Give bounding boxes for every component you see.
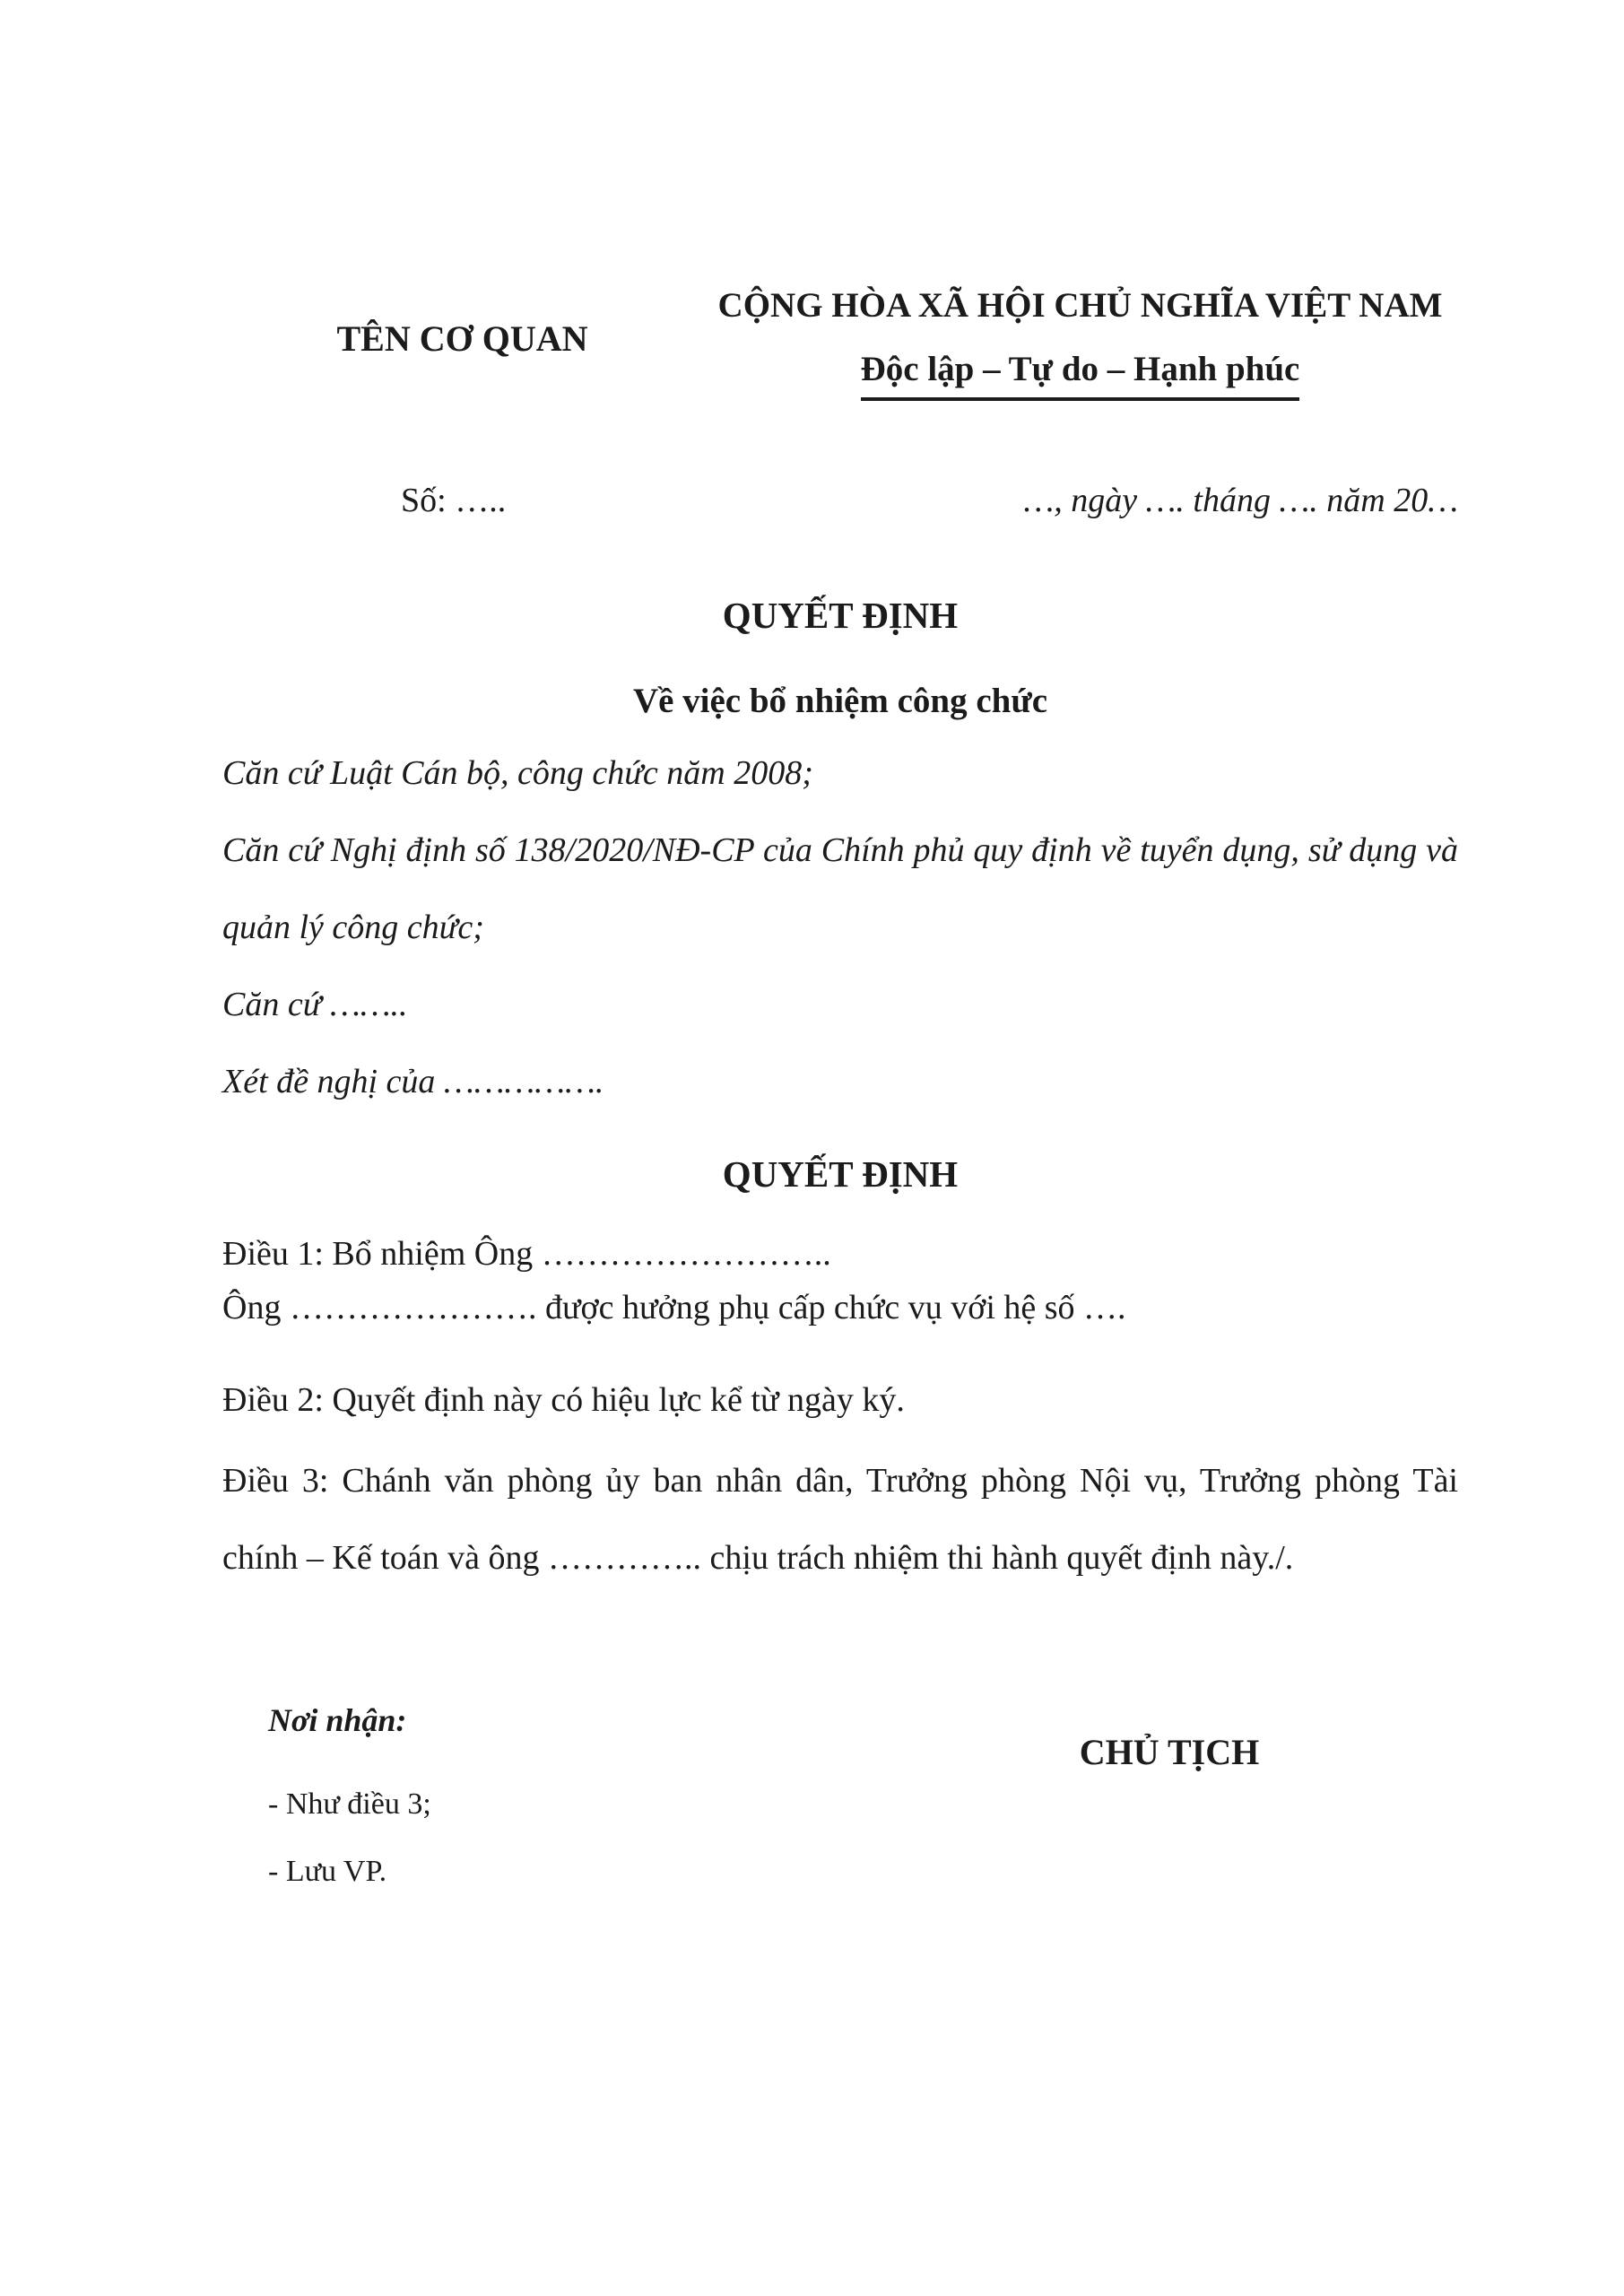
- national-title: CỘNG HÒA XÃ HỘI CHỦ NGHĨA VIỆT NAM: [717, 286, 1443, 325]
- signature-block: [981, 1700, 1358, 1891]
- signer-title: CHỦ TỊCH: [1079, 1731, 1260, 1772]
- articles-section: [222, 1227, 1458, 1597]
- header-left-column: [222, 285, 702, 401]
- preamble-line-proposal: Xét đề nghị của …………….: [222, 1062, 604, 1100]
- document-subject: Về việc bổ nhiệm công chức: [632, 682, 1048, 721]
- article-1-line-1: Điều 1: Bổ nhiệm Ông ……………………..: [222, 1234, 831, 1273]
- document-title: QUYẾT ĐỊNH: [722, 595, 959, 637]
- org-name: TÊN CƠ QUAN: [336, 318, 588, 359]
- document-date-line: …, ngày …. tháng …. năm 20…: [1023, 481, 1458, 519]
- article-2: Điều 2: Quyết định này có hiệu lực kể từ ngày ký.: [222, 1381, 905, 1420]
- preamble-line-decree: Căn cứ Nghị định số 138/2020/NĐ-CP của Chính phủ quy định về tuyển dụng, sử dụng và quản lý công chức;: [222, 831, 1458, 946]
- preamble-line-law: Căn cứ Luật Cán bộ, công chức năm 2008;: [222, 754, 813, 793]
- recipients-label: Nơi nhận:: [268, 1701, 407, 1738]
- decision-heading: QUYẾT ĐỊNH: [722, 1153, 959, 1196]
- national-motto-wrap: [702, 349, 1458, 401]
- national-motto: Độc lập – Tự do – Hạnh phúc: [861, 349, 1300, 401]
- recipients-block: [268, 1700, 431, 1891]
- document-meta-row: [222, 480, 1458, 523]
- document-number: Số: …..: [401, 481, 507, 519]
- header-right-column: [702, 285, 1458, 401]
- article-3: Điều 3: Chánh văn phòng ủy ban nhân dân, Trưởng phòng Nội vụ, Trưởng phòng Tài chính – Kế toán và ông ………….. chịu trách nhiệm thi hành quyết định này./.: [222, 1462, 1458, 1577]
- preamble-section: [222, 735, 1458, 1120]
- document-header: [222, 285, 1458, 401]
- recipient-item: - Như điều 3;: [268, 1787, 431, 1821]
- article-1-line-2: Ông …………………. được hưởng phụ cấp chức vụ với hệ số ….: [222, 1289, 1126, 1327]
- document-footer: [222, 1700, 1458, 1891]
- preamble-line-basis: Căn cứ ……..: [222, 985, 408, 1023]
- recipient-item: - Lưu VP.: [268, 1854, 387, 1888]
- article-1: [222, 1227, 1458, 1336]
